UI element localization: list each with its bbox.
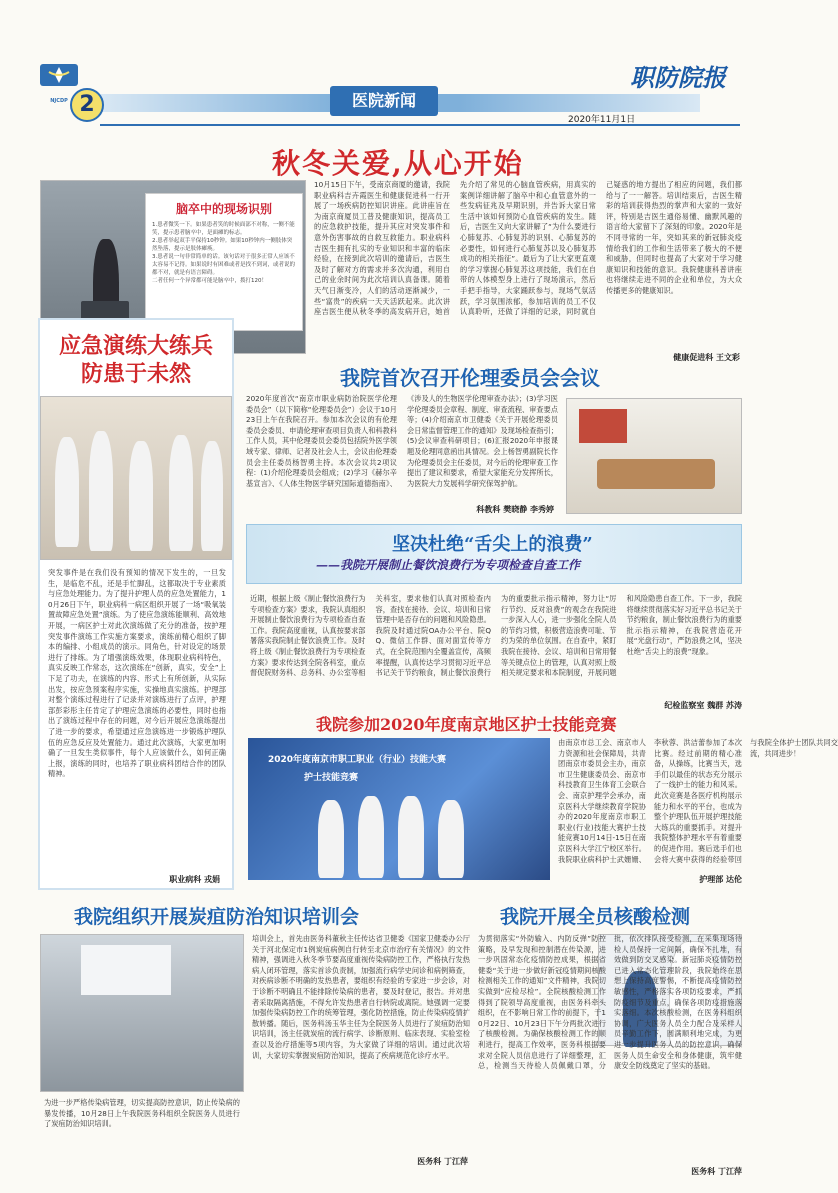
a4-signature: 纪检监察室 魏群 苏涛 xyxy=(664,701,742,710)
board-line2: 护士技能竞赛 xyxy=(304,773,359,783)
meeting-table xyxy=(597,459,715,489)
a6-caption: 为进一步严格传染病管理，切实提高防控意识，防止传染病的暴发传播，10月28日上午我院医务科组织全院医务人员进行了炭疽防治知识培训。 xyxy=(44,1098,240,1129)
contestant-figure xyxy=(318,800,344,878)
slide-line: 二者任何一个异常都可能是脑卒中，拨打120！ xyxy=(152,278,267,284)
a6-body: 培训会上，首先由医务科董秋主任传达省卫健委《国家卫健委办公厅关于河北保定市1例炭疽病例自行转至北京市治疗有关情况》的文件精神，强调进入秋冬季节要高度重视传染病防控工作，严格执行发热病人闭环管理，落实首诊负责制，加强流行病学史问诊和病例筛查，对疾病诊断不明确的发热患者，要组织有经验的专家进一步会诊，对于诊断不明确且不能排除传染病的患者，要及时登记，报告。并对患者采取隔离措施，不得允许发热患者自行转院或离院。她强调一定要加强传染病防控工作的统筹管理，强化防控措施，防止传染病疫情扩散转播。随后，医务科汤玉华主任为全院医务人员进行了炭疽防治知识培训，汤主任就炭疽的流行病学、诊断原则、临床表现、实验室检查以及治疗措施等5项内容，为大家做了详细的培训。通过此次培训，大家切实掌握炭疽防治知识，提高了疾病规范化诊疗水平。 xyxy=(252,934,470,1060)
a3-body: 2020年度首次“南京市职业病防治院医学伦理委员会”（以下简称“伦理委员会”）会议于10月23日上午在我院召开。参加本次会议的有伦理委员会委员、申请伦理审查项目负责人和科教科工作人员，其中伦理委员会委员包括院外医学领域专家、律师、记者及社会人士，会议由伦理委员会主任委员杨智勇主持。本次会议共2项议程：(1)介绍伦理委员会组成；(2)学习《赫尔辛基宣言》、《人体生物医学研究国际道德指南》、《涉及人的生物医学伦理审查办法》；(3)学习医学伦理委员会章程、制度、审查流程、审查要点等；(4)介绍南京市卫健委《关于开展伦理委员会日常监督管理工作的通知》及现场检查指引；(5)会议审查科研项目；(6)汇报2020年申报课题及伦理同意函出具情况。会上杨智勇副院长作为伦理委员会主任委员，对今后的伦理审查工作提出了建议和要求，希望大家能充分发挥所长，为医院大力发展科学研究保驾护航。 xyxy=(246,394,558,488)
slide-line: 3.患者说一句非常简单的话。该句话对于很多正常人应该不太容易不记得。如果说时有困难或者是找不到词，或者说的都不对，就是有语言障碍。 xyxy=(152,254,296,276)
a2-body: 突发事件是在我们没有预知的情况下发生的，一旦发生，是临危不乱，还是手忙脚乱，这都取决于专业素质与应急处理能力。为了提升护理人员的应急处置能力，10月26日下午，职业病科一病区组织开展了一场“吸氧装置故障应急处置”演练。为了使应急演练能顺利、高效地开展，一病区护士对此次演练做了充分的准备，按护理突发事件演练工作实施方案要求，演练前精心组织了脚本的编排、小组成员的演示。同角色，针对设定的场景进行了排练。为了增强演练效果，体现职业病科特色，真实反映工作常态，这次演练在“创新，真实，安全”上下足了功夫，在演练的内容、形式上有所创新，从实际出发，按应急预案程序实施，实操地真实演练。护理部对整个演练过程进行了记录并对演练进行了点评，护理部彭彩彤主任肯定了护理应急演练的必要性，同时也指出了演练过程中存在的问题，对今后开展应急演练提出了进一步的要求，希望通过应急演练进一步锻炼护理队伍的应急反应及处置能力。通过此次演练，大家更加明确了一旦发生类似事件，每个人应该做什么，如何正确上报，演练的同时，也培养了职业病科团结合作的团队精神。 xyxy=(48,568,226,779)
a4-title: 坚决杜绝“舌尖上的浪费” xyxy=(392,534,593,555)
slide-line: 2.患者举起双手平保持10秒钟。如果10秒钟内一侧肢体突然坠落，提示是肢体瘫痪。 xyxy=(152,238,293,252)
nurse-figure xyxy=(55,437,79,547)
contestant-figure xyxy=(438,800,464,878)
a1-signature: 健康促进科 王文彩 xyxy=(673,353,740,362)
nurse-figure xyxy=(89,431,113,551)
wall-screen xyxy=(579,409,627,443)
a7-signature: 医务科 丁江萍 xyxy=(691,1167,742,1176)
a2-signature: 职业病科 戎娟 xyxy=(169,875,220,884)
a7-body: 为贯彻落实“外防输入、内防反弹”防控策略，及早发现和控制潜在传染源，进一步巩固常态化疫情防控成果，根据省健委“关于进一步做好新冠疫情期间核酸检测相关工作的通知”文件精神，我院切实做到“应检尽检”。全院核酸检测工作得到了院领导高度重视，由医务科牵头组织，在不影响日常工作的前提下，于10月22日、10月23日下午分两批次进行了核酸检测。为确保核酸检测工作的顺利进行，提高工作效率，医务科根据要求对全院人员信息进行了详细整理，汇总，检测当天待检人员佩戴口罩，分批，依次排队接受检测，在采集现场待检人员保持一定间隔，确保不扎堆，有效做到防交叉感染。新冠肺炎疫情防控已进入常态化管理阶段，我院始终在思想上保持高度警惕，不断提高疫情防控敏感性，严格落实各项防疫要求，严抓防疫细节及重点，确保各项防疫措施落实落细。本次核酸检测，在医务科组织协调，广大医务人员全力配合及采样人员辛勤工作下，圆满顺利地完成，为更进一步提升医务人员的防控意识，确保医务人员生命安全和身体健康，筑牢健康安全防线奠定了坚实的基础。 xyxy=(478,934,742,1071)
a5-photo-contest xyxy=(248,738,550,880)
a4-subtitle: ——我院开展制止餐饮浪费行为专项检查自查工作 xyxy=(316,558,581,572)
a6-title: 我院组织开展炭疽防治知识培训会 xyxy=(74,906,360,928)
slide-title: 脑卒中的现场识别 xyxy=(175,202,272,216)
a2-photo-drill xyxy=(40,396,232,560)
logo-text: NJCDP xyxy=(50,98,68,104)
a1-title: 秋冬关爱,从心开始 xyxy=(272,147,524,180)
page-header xyxy=(0,0,780,140)
projector-screen xyxy=(81,945,171,995)
header-rule xyxy=(100,124,740,126)
issue-date: 2020年11月1日 xyxy=(568,115,636,125)
page-number: 2 xyxy=(70,88,104,122)
nurse-figure xyxy=(169,435,193,551)
a5-signature: 护理部 达伦 xyxy=(699,875,742,884)
a3-title: 我院首次召开伦理委员会会议 xyxy=(340,366,600,390)
section-title: 医院新闻 xyxy=(330,86,438,116)
a3-photo-meeting xyxy=(566,398,742,514)
a4-body: 近期，根据上级《制止餐饮浪费行为专项检查方案》要求，我院认真组织开展制止餐饮浪费行为专项检查自查工作。我院高度重视，认真按要求部署落实我院制止餐饮浪费工作。及时将上级《制止餐饮浪费行为专项检查方案》要求传达到全院各科室，重点督促院财务科、总务科、办公室等相关科室，要求他们认真对照检查内容，查找在接待、会议、培训和日常管理中是否存在的问题和风险隐患。我院及时通过院OA办公平台、院QQ、微信工作群、面对面宣传等方式，在全院范围内全覆盖宣传，高频率提醒，认真传达学习贯彻习近平总书记关于节约粮食，制止餐饮浪费行为的重要批示指示精神，努力让“厉行节约、反对浪费”的观念在我院进一步深入人心，进一步强化全院人员的节约习惯，积极营造浪费可耻、节约为荣的单位氛围。在自查中，紧盯我院在接待、会议、培训和日常用餐等关键点位上的管理，认真对照上级相关规定要求和本院制度，开展问题和风险隐患自查工作。下一步，我院将继续贯彻落实好习近平总书记关于节约粮食，制止餐饮浪费行为的重要批示指示精神，在我院营造花开展“光盘行动”，严防浪费之风，坚决杜绝“舌尖上的浪费”现象。 xyxy=(250,594,742,678)
a7-title: 我院开展全员核酸检测 xyxy=(500,906,691,928)
nurse-figure xyxy=(129,441,153,551)
board-line1: 2020年度南京市职工职业（行业）技能大赛 xyxy=(268,755,447,765)
hospital-logo xyxy=(40,64,78,104)
contestant-figure xyxy=(358,796,384,878)
a3-signature: 科教科 樊晓静 李秀婷 xyxy=(476,505,554,514)
nurse-figure xyxy=(201,441,223,551)
contestant-figure xyxy=(398,796,424,878)
a6-photo-training xyxy=(40,934,244,1092)
a2-title: 应急演练大练兵 防患于未然 xyxy=(58,333,213,387)
a6-signature: 医务科 丁江萍 xyxy=(417,1157,468,1166)
masthead: 职防院报 xyxy=(630,63,726,92)
lecture-slide xyxy=(145,193,303,331)
a5-body: 由南京市总工会、南京市人力资源和社会保障局，共青团南京市委员会主办，南京市卫生健康委员会、南京市科技教育卫生体育工会联合会、南京护理学会承办，南京医科大学继续教育学院协办的2020年度南京市职工职业(行业)技能大赛护士技能竞赛10月14日-15日在南京医科大学江宁校区举行。我院职业病科护士武姗姗、李秋蓉、洪洁蕾参加了本次比赛。经过前期的精心准备，从操练，比赛当天，选手们以最佳的状态充分展示了一线护士的能力和风采。此次竞赛是各医疗机构展示能力和水平的平台，也成为整个护理队伍开展护理技能大练兵的重要抓手。对提升我院整体护理水平有着重要的促进作用。赛后选手们也会将大赛中获得的经验带回与我院全体护士团队共同交流，共同进步！ xyxy=(558,738,838,864)
slide-line: 1.患者微笑一下。如果患者笑的时候面部不对称，一侧不能笑，提示患者脑卒中，是面瘫的标志。 xyxy=(152,222,295,236)
a5-title: 我院参加2020年度南京地区护士技能竞赛 xyxy=(316,715,617,734)
a1-body: 10月15日下午，受南京商厦的邀请，我院职业病科吉卉霞医生和健康促进科一行开展了一场疾病防控知识讲座。此讲座旨在为南京商厦员工普及健康知识，提高员工的应急救护技能，提升其应对突发事件和意外伤害事故的自救互救能力。职业病科吉医生拥有扎实的专业知识和丰富的临床经验，在接到此次培训的邀请后，吉医生及时了解对方的需求并多次沟通，利用自己的业余时间为此次培训认真备课。随着天气日渐变冷，人们的活动逐渐减少，一些“富贵”的疾病一天天活跃起来。此次讲座吉医生便从秋冬季的高发病开启，她首先介绍了常见的心脑血管疾病，用真实的案例详细讲解了脑卒中和心血管意外的一些发病征兆及早期识别，并告诉大家日常生活中该如何预防心血管疾病的发生。随后，吉医生又向大家讲解了“为什么要进行心肺复苏、心肺复苏的识别、心肺复苏的必要性，如何进行心肺复苏以及心肺复苏成功的相关指征”。最后为了让大家更直观的学习掌握心肺复苏这项技能，我们在自带的人体模型身上进行了现场演示，然后手把手指导，大家踊跃参与，现场气氛活跃，学习氛围浓郁，参加培训的员工不仅认真聆听，还做了详细的记录，同时就自己疑惑的地方提出了相应的问题，我们都给与了一一解答。培训结束后，吉医生精彩的培训获得热烈的掌声和大家的一致好评，特别是吉医生通俗易懂、幽默风趣的语言给大家留下了深刻的印象。2020年是不同寻常的一年，突如其来的新冠肺炎疫情给我们的工作和生活带来了极大的不便和威胁，但同时也提高了大家对于学习健康知识和技能的意识。我院健康科普讲座也将继续走进不同的企业和单位，为大众传播更多的健康知识。 xyxy=(314,180,742,317)
